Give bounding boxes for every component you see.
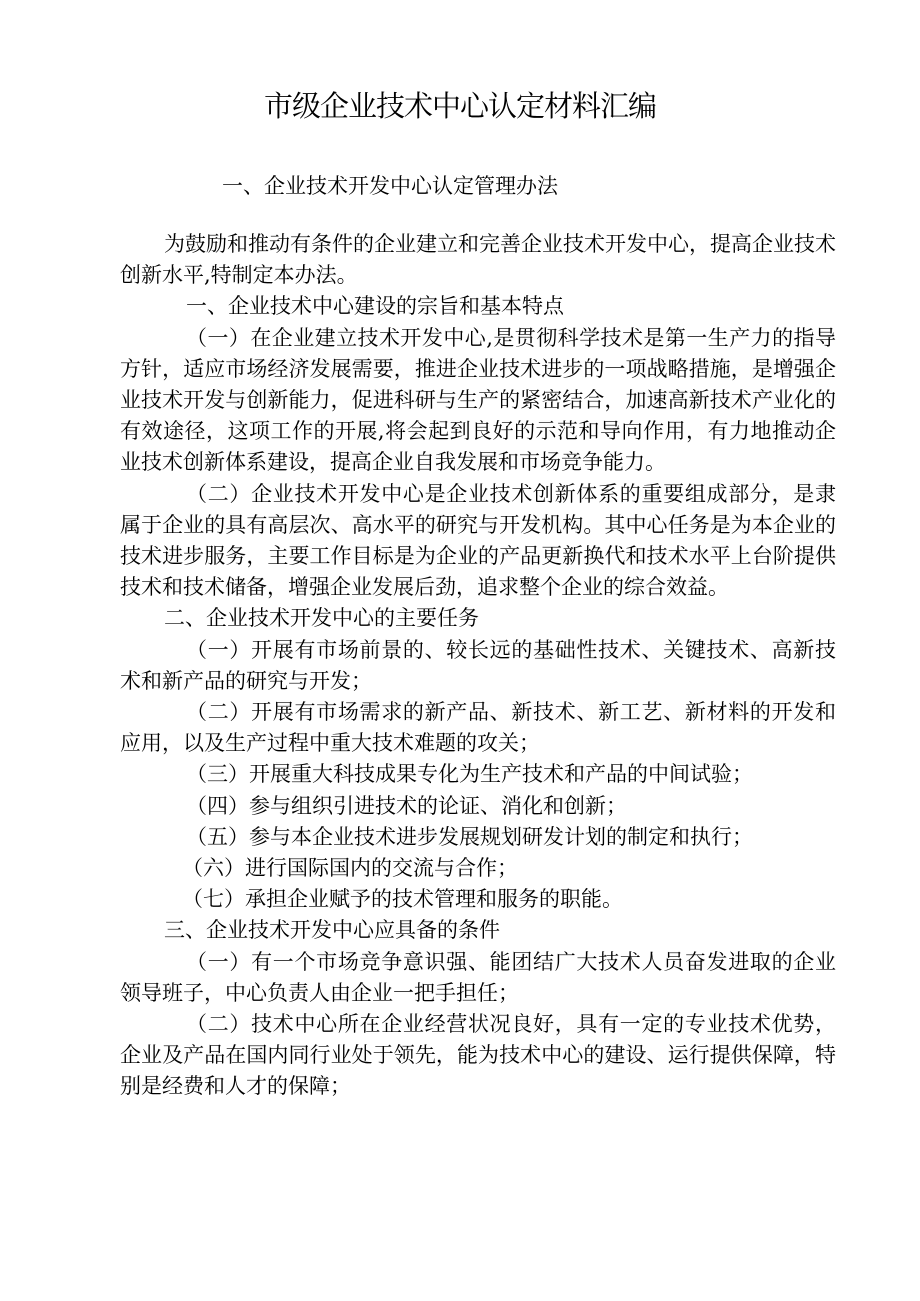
document-body (120, 229, 836, 1103)
section-heading-3: 三、企业技术开发中心应具备的条件 (164, 918, 500, 943)
section-heading-1: 一、企业技术中心建设的宗旨和基本特点 (186, 294, 564, 319)
paragraph-2-4: （四）参与组织引进技术的论证、消化和创新； (186, 793, 627, 818)
document-title: 市级企业技术中心认定材料汇编 (263, 89, 656, 123)
paragraph-2-5: （五）参与本企业技术进步发展规划研发计划的制定和执行； (186, 824, 753, 849)
document-subtitle: 一、企业技术开发中心认定管理办法 (222, 174, 558, 198)
paragraph-2-7: （七）承担企业赋予的技术管理和服务的职能。 (182, 887, 623, 912)
paragraph-3-1: （一）有一个市场竞争意识强、能团结广大技术人员奋发进取的企业领导班子，中心负责人由企业一把手担任； (120, 949, 836, 1005)
paragraph-3-2: （二）技术中心所在企业经营状况良好，具有一定的专业技术优势，企业及产品在国内同行业处于领先，能为技术中心的建设、运行提供保障，特别是经费和人才的保障； (120, 1012, 836, 1099)
paragraph-1-1: （一）在企业建立技术开发中心,是贯彻科学技术是第一生产力的指导方针，适应市场经济发展需要，推进企业技术进步的一项战略措施，是增强企业技术开发与创新能力，促进科研与生产的紧密结合，加速高新技术产业化的有效途径，这项工作的开展,将会起到良好的示范和导向作用，有力地推动企业技术创新体系建设，提高企业自我发展和市场竞争能力。 (120, 325, 836, 475)
paragraph-intro: 为鼓励和推动有条件的企业建立和完善企业技术开发中心，提高企业技术创新水平,特制定本办法。 (120, 232, 836, 288)
paragraph-1-2: （二）企业技术开发中心是企业技术创新体系的重要组成部分，是隶属于企业的具有高层次、高水平的研究与开发机构。其中心任务是为本企业的技术进步服务，主要工作目标是为企业的产品更新换代和技术水平上台阶提供技术和技术储备，增强企业发展后劲，追求整个企业的综合效益。 (120, 481, 836, 600)
section-heading-2: 二、企业技术开发中心的主要任务 (164, 606, 479, 631)
paragraph-2-3: （三）开展重大科技成果专化为生产技术和产品的中间试验； (186, 762, 753, 787)
paragraph-2-1: （一）开展有市场前景的、较长远的基础性技术、关键技术、高新技术和新产品的研究与开发； (120, 637, 836, 693)
paragraph-2-2: （二）开展有市场需求的新产品、新技术、新工艺、新材料的开发和应用，以及生产过程中重大技术难题的攻关； (120, 700, 836, 756)
paragraph-2-6: （六）进行国际国内的交流与合作； (182, 856, 518, 881)
